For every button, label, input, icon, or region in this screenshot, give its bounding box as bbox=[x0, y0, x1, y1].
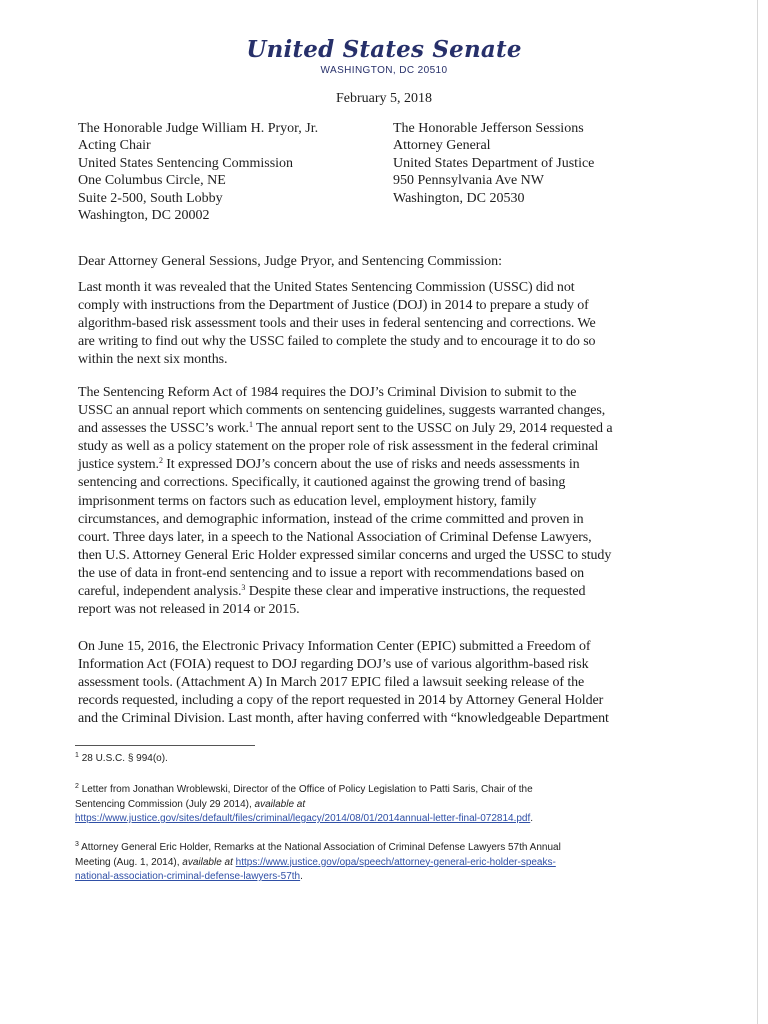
footnote-3-link[interactable]: https://www.justice.gov/opa/speech/attorney-general-eric-holder-speaks- bbox=[235, 856, 556, 868]
body-line: study as well as a policy statement on the proper role of risk assessment in the federal criminal bbox=[78, 439, 599, 455]
body-text: It expressed DOJ’s concern about the use of risks and needs assessments in bbox=[162, 457, 580, 473]
body-line: are writing to find out why the USSC failed to complete the study and to encourage it to do so bbox=[78, 334, 596, 350]
body-line: comply with instructions from the Department of Justice (DOJ) in 2014 to prepare a study of bbox=[78, 298, 589, 314]
recipient-line: One Columbus Circle, NE bbox=[78, 173, 226, 189]
recipient-line: Suite 2-500, South Lobby bbox=[78, 190, 223, 206]
page-edge-line bbox=[757, 0, 758, 1024]
body-line bbox=[78, 420, 612, 438]
footnote-line bbox=[75, 856, 561, 871]
body-line: sentencing and corrections. Specifically, it cautioned against the growing trend of basing bbox=[78, 475, 566, 491]
senate-address: WASHINGTON, DC 20510 bbox=[320, 65, 448, 76]
footnote-line bbox=[75, 798, 533, 813]
body-line: and the Criminal Division. Last month, after having conferred with “knowledgeable Department bbox=[78, 711, 609, 727]
footnote-mark: 1 bbox=[75, 752, 79, 759]
footnote-text: Meeting (Aug. 1, 2014), bbox=[75, 856, 183, 868]
paragraph-2 bbox=[78, 384, 612, 619]
body-line: The Sentencing Reform Act of 1984 requires the DOJ’s Criminal Division to submit to the bbox=[78, 385, 577, 400]
footnote-line bbox=[75, 841, 561, 856]
body-line: Information Act (FOIA) request to DOJ regarding DOJ’s use of various algorithm-based risk bbox=[78, 657, 589, 673]
footnote-mark: 2 bbox=[75, 783, 79, 790]
body-text: The annual report sent to the USSC on July 29, 2014 requested a bbox=[252, 421, 613, 437]
footnote-available-at: available at bbox=[254, 798, 306, 810]
recipient-left bbox=[78, 120, 318, 224]
body-text: and assesses the USSC’s work. bbox=[78, 421, 249, 437]
paragraph-1 bbox=[78, 279, 596, 369]
footnote-1 bbox=[75, 752, 168, 767]
recipient-line: Acting Chair bbox=[78, 138, 151, 154]
recipient-line: The Honorable Jefferson Sessions bbox=[393, 121, 584, 136]
footnote-3-link-cont[interactable]: national-association-criminal-defense-lawyers-57th bbox=[75, 871, 301, 882]
senate-title: United States Senate bbox=[246, 36, 522, 63]
footnote-text: Letter from Jonathan Wroblewski, Director of the Office of Policy Legislation to Patti Saris, Chair of the bbox=[81, 784, 533, 795]
body-line bbox=[78, 583, 612, 601]
footnote-3 bbox=[75, 841, 561, 885]
footnote-text: . bbox=[300, 871, 303, 882]
recipient-line: Washington, DC 20530 bbox=[393, 190, 525, 206]
recipient-line: United States Department of Justice bbox=[393, 155, 595, 171]
body-line bbox=[78, 456, 612, 474]
body-line: the use of data in front-end sentencing and to issue a report with recommendations based on bbox=[78, 565, 585, 581]
footnote-available-at: available at bbox=[182, 856, 233, 868]
letter-date: February 5, 2018 bbox=[335, 91, 433, 106]
body-line: then U.S. Attorney General Eric Holder expressed similar concerns and urged the USSC to study bbox=[78, 547, 612, 563]
body-text: justice system. bbox=[78, 457, 159, 473]
body-line: court. Three days later, in a speech to the National Association of Criminal Defense Lawyers, bbox=[78, 529, 592, 545]
footnote-ref-1: 1 bbox=[248, 420, 253, 430]
body-line: circumstances, and demographic information, instead of the crime committed and proven in bbox=[78, 511, 584, 527]
body-line: assessment tools. (Attachment A) In March 2017 EPIC filed a lawsuit seeking release of the bbox=[78, 675, 585, 691]
footnote-ref-2: 2 bbox=[158, 456, 163, 466]
salutation: Dear Attorney General Sessions, Judge Pryor, and Sentencing Commission: bbox=[78, 254, 503, 269]
body-text: Despite these clear and imperative instructions, the requested bbox=[245, 584, 586, 600]
footnote-divider bbox=[75, 745, 255, 746]
body-line: within the next six months. bbox=[78, 352, 228, 368]
footnote-text: Attorney General Eric Holder, Remarks at the National Association of Criminal Defense Lawyers 57th Annual bbox=[81, 842, 561, 853]
recipient-line: United States Sentencing Commission bbox=[78, 155, 294, 171]
footnote-mark: 3 bbox=[75, 841, 79, 848]
body-text: careful, independent analysis. bbox=[78, 584, 242, 600]
recipient-right bbox=[393, 120, 594, 207]
footnote-ref-3: 3 bbox=[241, 583, 246, 593]
paragraph-3 bbox=[78, 638, 609, 728]
body-line: imprisonment terms on factors such as education level, employment history, family bbox=[78, 493, 537, 509]
recipient-line: Washington, DC 20002 bbox=[78, 208, 210, 224]
body-line: records requested, including a copy of the report requested in 2014 by Attorney General Holder bbox=[78, 693, 604, 709]
footnote-text: . bbox=[530, 813, 534, 824]
body-line: USSC an annual report which comments on sentencing guidelines, suggests warranted changes, bbox=[78, 403, 606, 419]
recipient-line: The Honorable Judge William H. Pryor, Jr. bbox=[78, 121, 319, 136]
recipient-line: Attorney General bbox=[393, 138, 491, 154]
letterhead bbox=[0, 38, 768, 76]
footnote-line bbox=[75, 812, 533, 827]
footnote-line bbox=[75, 870, 561, 885]
body-line: algorithm-based risk assessment tools and their uses in federal sentencing and corrections. We bbox=[78, 316, 596, 332]
body-line: report was not released in 2014 or 2015. bbox=[78, 602, 300, 618]
footnote-2 bbox=[75, 783, 533, 827]
footnote-text: 28 U.S.C. § 994(o). bbox=[81, 753, 168, 764]
body-line: On June 15, 2016, the Electronic Privacy Information Center (EPIC) submitted a Freedom of bbox=[78, 639, 591, 654]
footnote-2-link[interactable]: https://www.justice.gov/sites/default/files/criminal/legacy/2014/08/01/2014annual-letter-final-072814.pdf bbox=[75, 813, 531, 824]
body-line: Last month it was revealed that the United States Sentencing Commission (USSC) did not bbox=[78, 280, 575, 295]
recipient-line: 950 Pennsylvania Ave NW bbox=[393, 173, 544, 189]
footnote-text: Sentencing Commission (July 29 2014), bbox=[75, 798, 255, 810]
footnote-line bbox=[75, 783, 533, 798]
